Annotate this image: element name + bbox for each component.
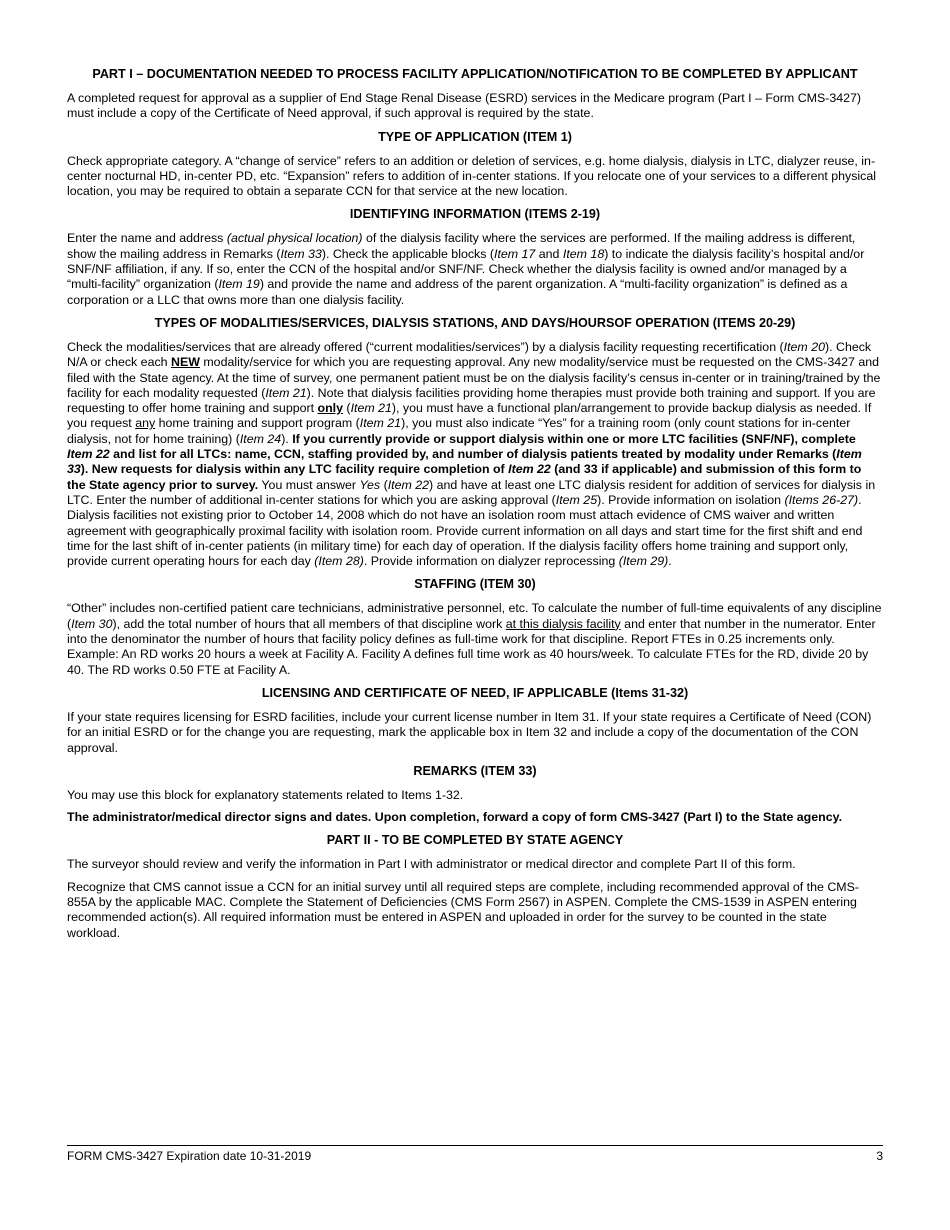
modalities-title: TYPES OF MODALITIES/SERVICES, DIALYSIS STATIONS, AND DAYS/HOURSOF OPERATION (ITEMS 20-29) bbox=[154, 315, 796, 330]
part2-title: PART II - TO BE COMPLETED BY STATE AGENCY bbox=[326, 833, 624, 848]
identifying-title: IDENTIFYING INFORMATION (ITEMS 2-19) bbox=[349, 207, 601, 222]
part1-title: PART I – DOCUMENTATION NEEDED TO PROCESS FACILITY APPLICATION/NOTIFICATION TO BE COMPLETED BY APPLICANT bbox=[92, 67, 858, 81]
type-of-application-title: TYPE OF APPLICATION (ITEM 1) bbox=[378, 129, 572, 144]
form-id: FORM CMS-3427 Expiration date 10-31-2019 bbox=[67, 1149, 312, 1163]
page-footer bbox=[67, 1145, 883, 1163]
licensing-title: LICENSING AND CERTIFICATE OF NEED, IF APPLICABLE (Items 31-32) bbox=[261, 685, 689, 700]
staffing-title: STAFFING (ITEM 30) bbox=[414, 577, 536, 592]
type-of-application-text: Check appropriate category. A “change of service” refers to an addition or deletion of services, e.g. home dialysis, dialysis in LTC, dialyzer reuse, in-center nocturnal HD, in-center PD, etc. “Expansion” refers to addition of in-center stations. If you relocate one of your services to a different physical location, you may be required to obtain a separate CCN for that service at the new location. bbox=[67, 153, 877, 199]
page-number: 3 bbox=[876, 1149, 883, 1163]
modalities-text: Check the modalities/services that are already offered (“current modalities/services”) by a dialysis facility requesting recertification (Item 20). Check N/A or check each NEW modality/service for which you are requesting approval. Any new modality/service must be requested on the CMS-3427 and filed with the State agency. At the time of survey, one permanent patient must be on the dialysis facility’s census in-center or in training/trained by the facility for each modality requested (Item 21). Note that dialysis facilities providing home therapies must provide both training and support. If you are requesting to offer home training and support only (Item 21), you must have a functional plan/arrangement to provide backup dialysis as needed. If you request any home training and support program (Item 21), you must also indicate “Yes” for a training room (only count stations for in-center dialysis, not for home training) (Item 24). If you currently provide or support dialysis within one or more LTC facilities (SNF/NF), complete Item 22 and list for all LTCs: name, CCN, staffing provided by, and number of dialysis patients treated by modality under Remarks (Item 33). New requests for dialysis within any LTC facility require completion of Item 22 (and 33 if applicable) and submission of this form to the State agency prior to survey. You must answer Yes (Item 22) and have at least one LTC dialysis resident for addition of services for dialysis in LTC. Enter the number of additional in-center stations for which you are asking approval (Item 25). Provide information on isolation (Items 26-27). Dialysis facilities not existing prior to October 14, 2008 which do not have an isolation room must attach evidence of CMS waiver and written agreement with geographically proximal facility with isolation room. Provide current information on all days and start time for the first shift and end time for the last shift of in-center patients (in military time) for each day of operation. If the dialysis facility offers home training and support only, provide current operating hours for each day (Item 28). Provide information on dialyzer reprocessing (Item 29). bbox=[67, 339, 881, 569]
document-page bbox=[67, 62, 883, 948]
part2-paragraph-1: The surveyor should review and verify the information in Part I with administrator or medical director and complete Part II of this form. bbox=[67, 857, 796, 872]
part1-intro: A completed request for approval as a supplier of End Stage Renal Disease (ESRD) services in the Medicare program (Part I – Form CMS-3427) must include a copy of the Certificate of Need approval, if such approval is required by the state. bbox=[67, 91, 862, 121]
remarks-text: You may use this block for explanatory statements related to Items 1-32. bbox=[67, 787, 464, 802]
identifying-text: Enter the name and address (actual physical location) of the dialysis facility where the services are performed. If the mailing address is different, show the mailing address in Remarks (Item 33). Check the applicable blocks (Item 17 and Item 18) to indicate the dialysis facility’s hospital and/or SNF/NF affiliation, if any. If so, enter the CCN of the hospital and/or SNF/NF. Check whether the dialysis facility is owned and/or managed by a “multi-facility” organization (Item 19) and provide the name and address of the parent organization. A “multi-facility organization” is defined as a corporation or a LLC that owns more than one dialysis facility. bbox=[67, 231, 865, 307]
licensing-text: If your state requires licensing for ESRD facilities, include your current license number in Item 31. If your state requires a Certificate of Need (CON) for an initial ESRD or for the change you are requesting, mark the applicable box in Item 32 and include a copy of the documentation of the CON approval. bbox=[67, 709, 872, 755]
remarks-title: REMARKS (ITEM 33) bbox=[413, 763, 537, 778]
signature-instruction: The administrator/medical director signs and dates. Upon completion, forward a copy of form CMS-3427 (Part I) to the State agency. bbox=[67, 810, 843, 825]
staffing-text: “Other” includes non-certified patient care technicians, administrative personnel, etc. To calculate the number of full-time equivalents of any discipline (Item 30), add the total number of hours that all members of that discipline work at this dialysis facility and enter that number in the numerator. Enter into the denominator the number of hours that facility policy defines as full-time work for that discipline. Report FTEs in 0.25 increments only. Example: An RD works 20 hours a week at Facility A. Facility A defines full time work as 40 hours/week. To calculate FTEs for the RD, divide 20 by 40. The RD works 0.50 FTE at Facility A. bbox=[67, 601, 882, 677]
part2-paragraph-2: Recognize that CMS cannot issue a CCN for an initial survey until all required steps are complete, including recommended approval of the CMS-855A by the applicable MAC. Complete the Statement of Deficiencies (CMS Form 2567) in ASPEN. Complete the CMS-1539 in ASPEN entering recommended action(s). All required information must be entered in ASPEN and uploaded in order for the survey to be counted in the state workload. bbox=[67, 879, 860, 940]
